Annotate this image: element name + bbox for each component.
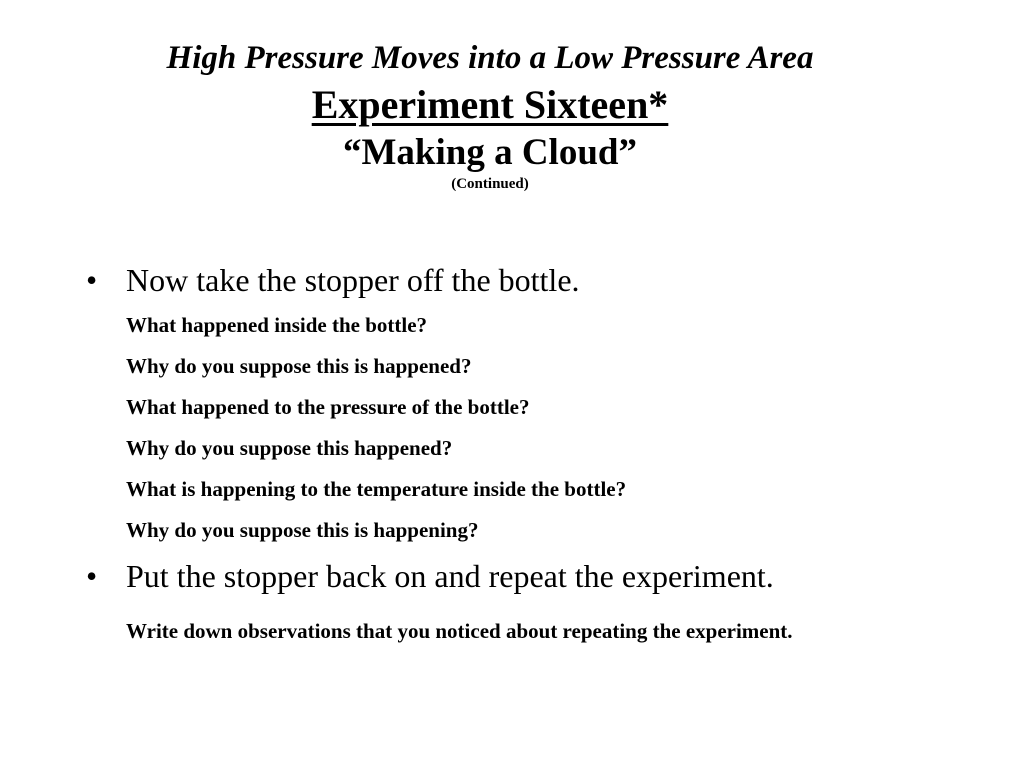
question-item: What is happening to the temperature inside the bottle? [126, 477, 627, 501]
question-item: What happened to the pressure of the bottle? [126, 395, 530, 419]
slide-body [86, 258, 986, 651]
bullet-marker-icon: • [86, 558, 98, 594]
slide-subtitle: “Making a Cloud” [342, 132, 637, 173]
slide-header [0, 36, 980, 192]
bullet-marker-icon: • [86, 262, 98, 298]
observation-note: Write down observations that you noticed about repeating the experiment. [126, 619, 793, 643]
bullet-block-2 [86, 554, 986, 651]
question-item: What happened inside the bottle? [126, 313, 428, 337]
question-item: Why do you suppose this is happening? [126, 518, 479, 542]
slide-title: Experiment Sixteen* [311, 82, 669, 127]
question-item: Why do you suppose this happened? [126, 436, 453, 460]
bullet-text: Now take the stopper off the bottle. [126, 262, 580, 298]
slide-supertitle: High Pressure Moves into a Low Pressure Area [166, 40, 814, 76]
bullet-item [86, 554, 986, 598]
bullet-block-1 [86, 258, 986, 551]
question-list [86, 305, 986, 551]
question-item: Why do you suppose this is happened? [126, 354, 472, 378]
bullet-item [86, 258, 986, 302]
continued-label: (Continued) [451, 176, 529, 192]
bullet-text: Put the stopper back on and repeat the experiment. [126, 558, 774, 594]
